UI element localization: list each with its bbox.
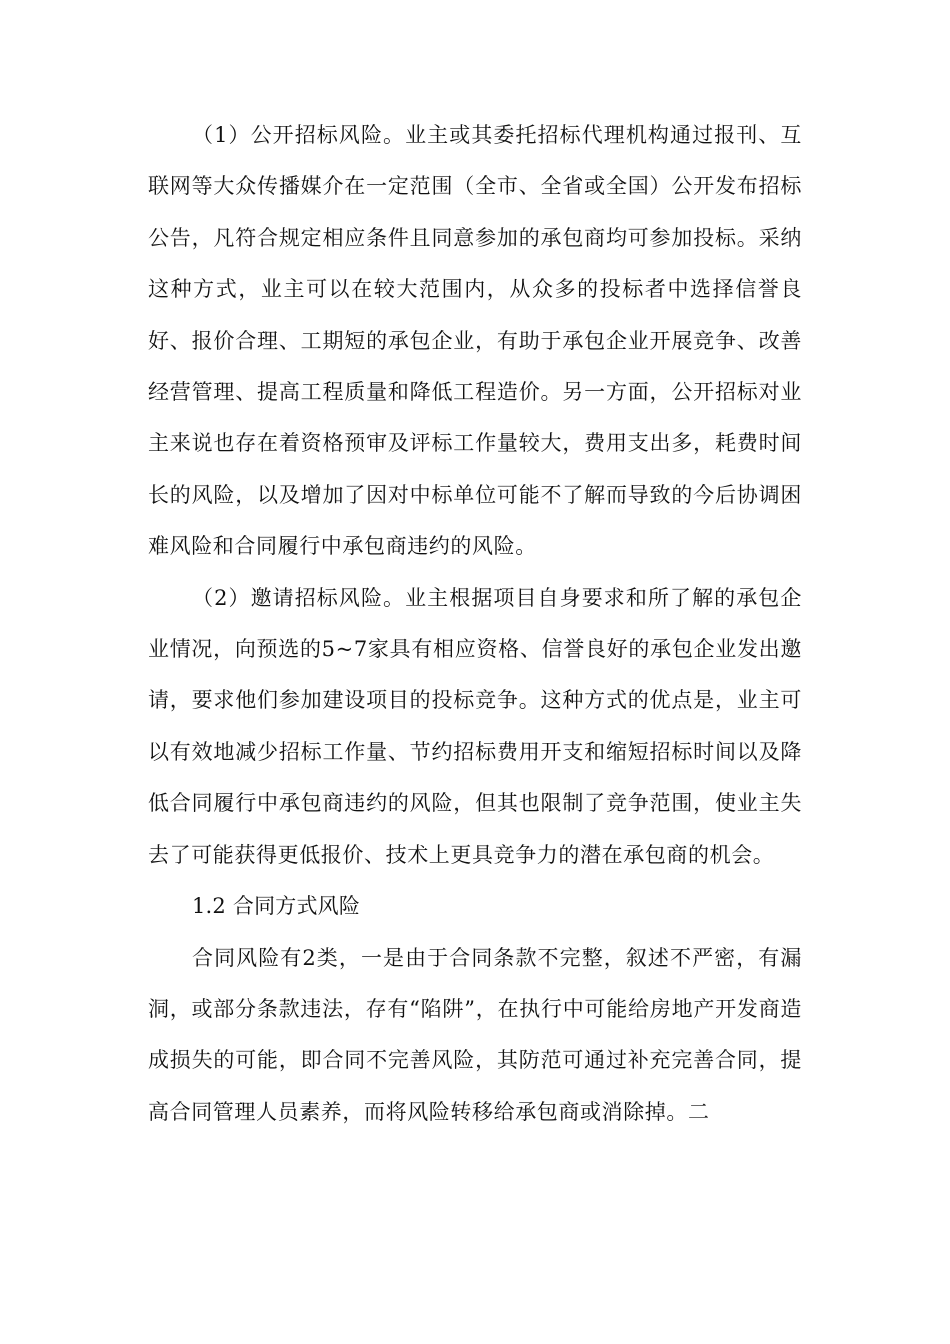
paragraph-open-tender-risk: （1）公开招标风险。业主或其委托招标代理机构通过报刊、互联网等大众传播媒介在一定范围（全市、全省或全国）公开发布招标公告，凡符合规定相应条件且同意参加的承包商均可参加投标。采纳这种方式，业主可以在较大范围内，从众多的投标者中选择信誉良好、报价合理、工期短的承包企业，有助于承包企业开展竞争、改善经营管理、提高工程质量和降低工程造价。另一方面，公开招标对业主来说也存在着资格预审及评标工作量较大，费用支出多，耗费时间长的风险，以及增加了因对中标单位可能不了解而导致的今后协调困难风险和合同履行中承包商违约的风险。 (148, 123, 802, 559)
paragraph-contract-risk: 合同风险有2类，一是由于合同条款不完整，叙述不严密，有漏洞，或部分条款违法，存有“陷阱”，在执行中可能给房地产开发商造成损失的可能，即合同不完善风险，其防范可通过补充完善合同，提高合同管理人员素养，而将风险转移给承包商或消除掉。二 (148, 945, 802, 1124)
paragraph-invited-tender-risk: （2）邀请招标风险。业主根据项目自身要求和所了解的承包企业情况，向预选的5~7家具有相应资格、信誉良好的承包企业发出邀请，要求他们参加建设项目的投标竞争。这种方式的优点是，业主可以有效地减少招标工作量、节约招标费用开支和缩短招标时间以及降低合同履行中承包商违约的风险，但其也限制了竞争范围，使业主失去了可能获得更低报价、技术上更具竞争力的潜在承包商的机会。 (148, 585, 802, 867)
document-body (148, 110, 802, 1138)
section-heading-contract-risk: 1.2 合同方式风险 (192, 894, 361, 919)
